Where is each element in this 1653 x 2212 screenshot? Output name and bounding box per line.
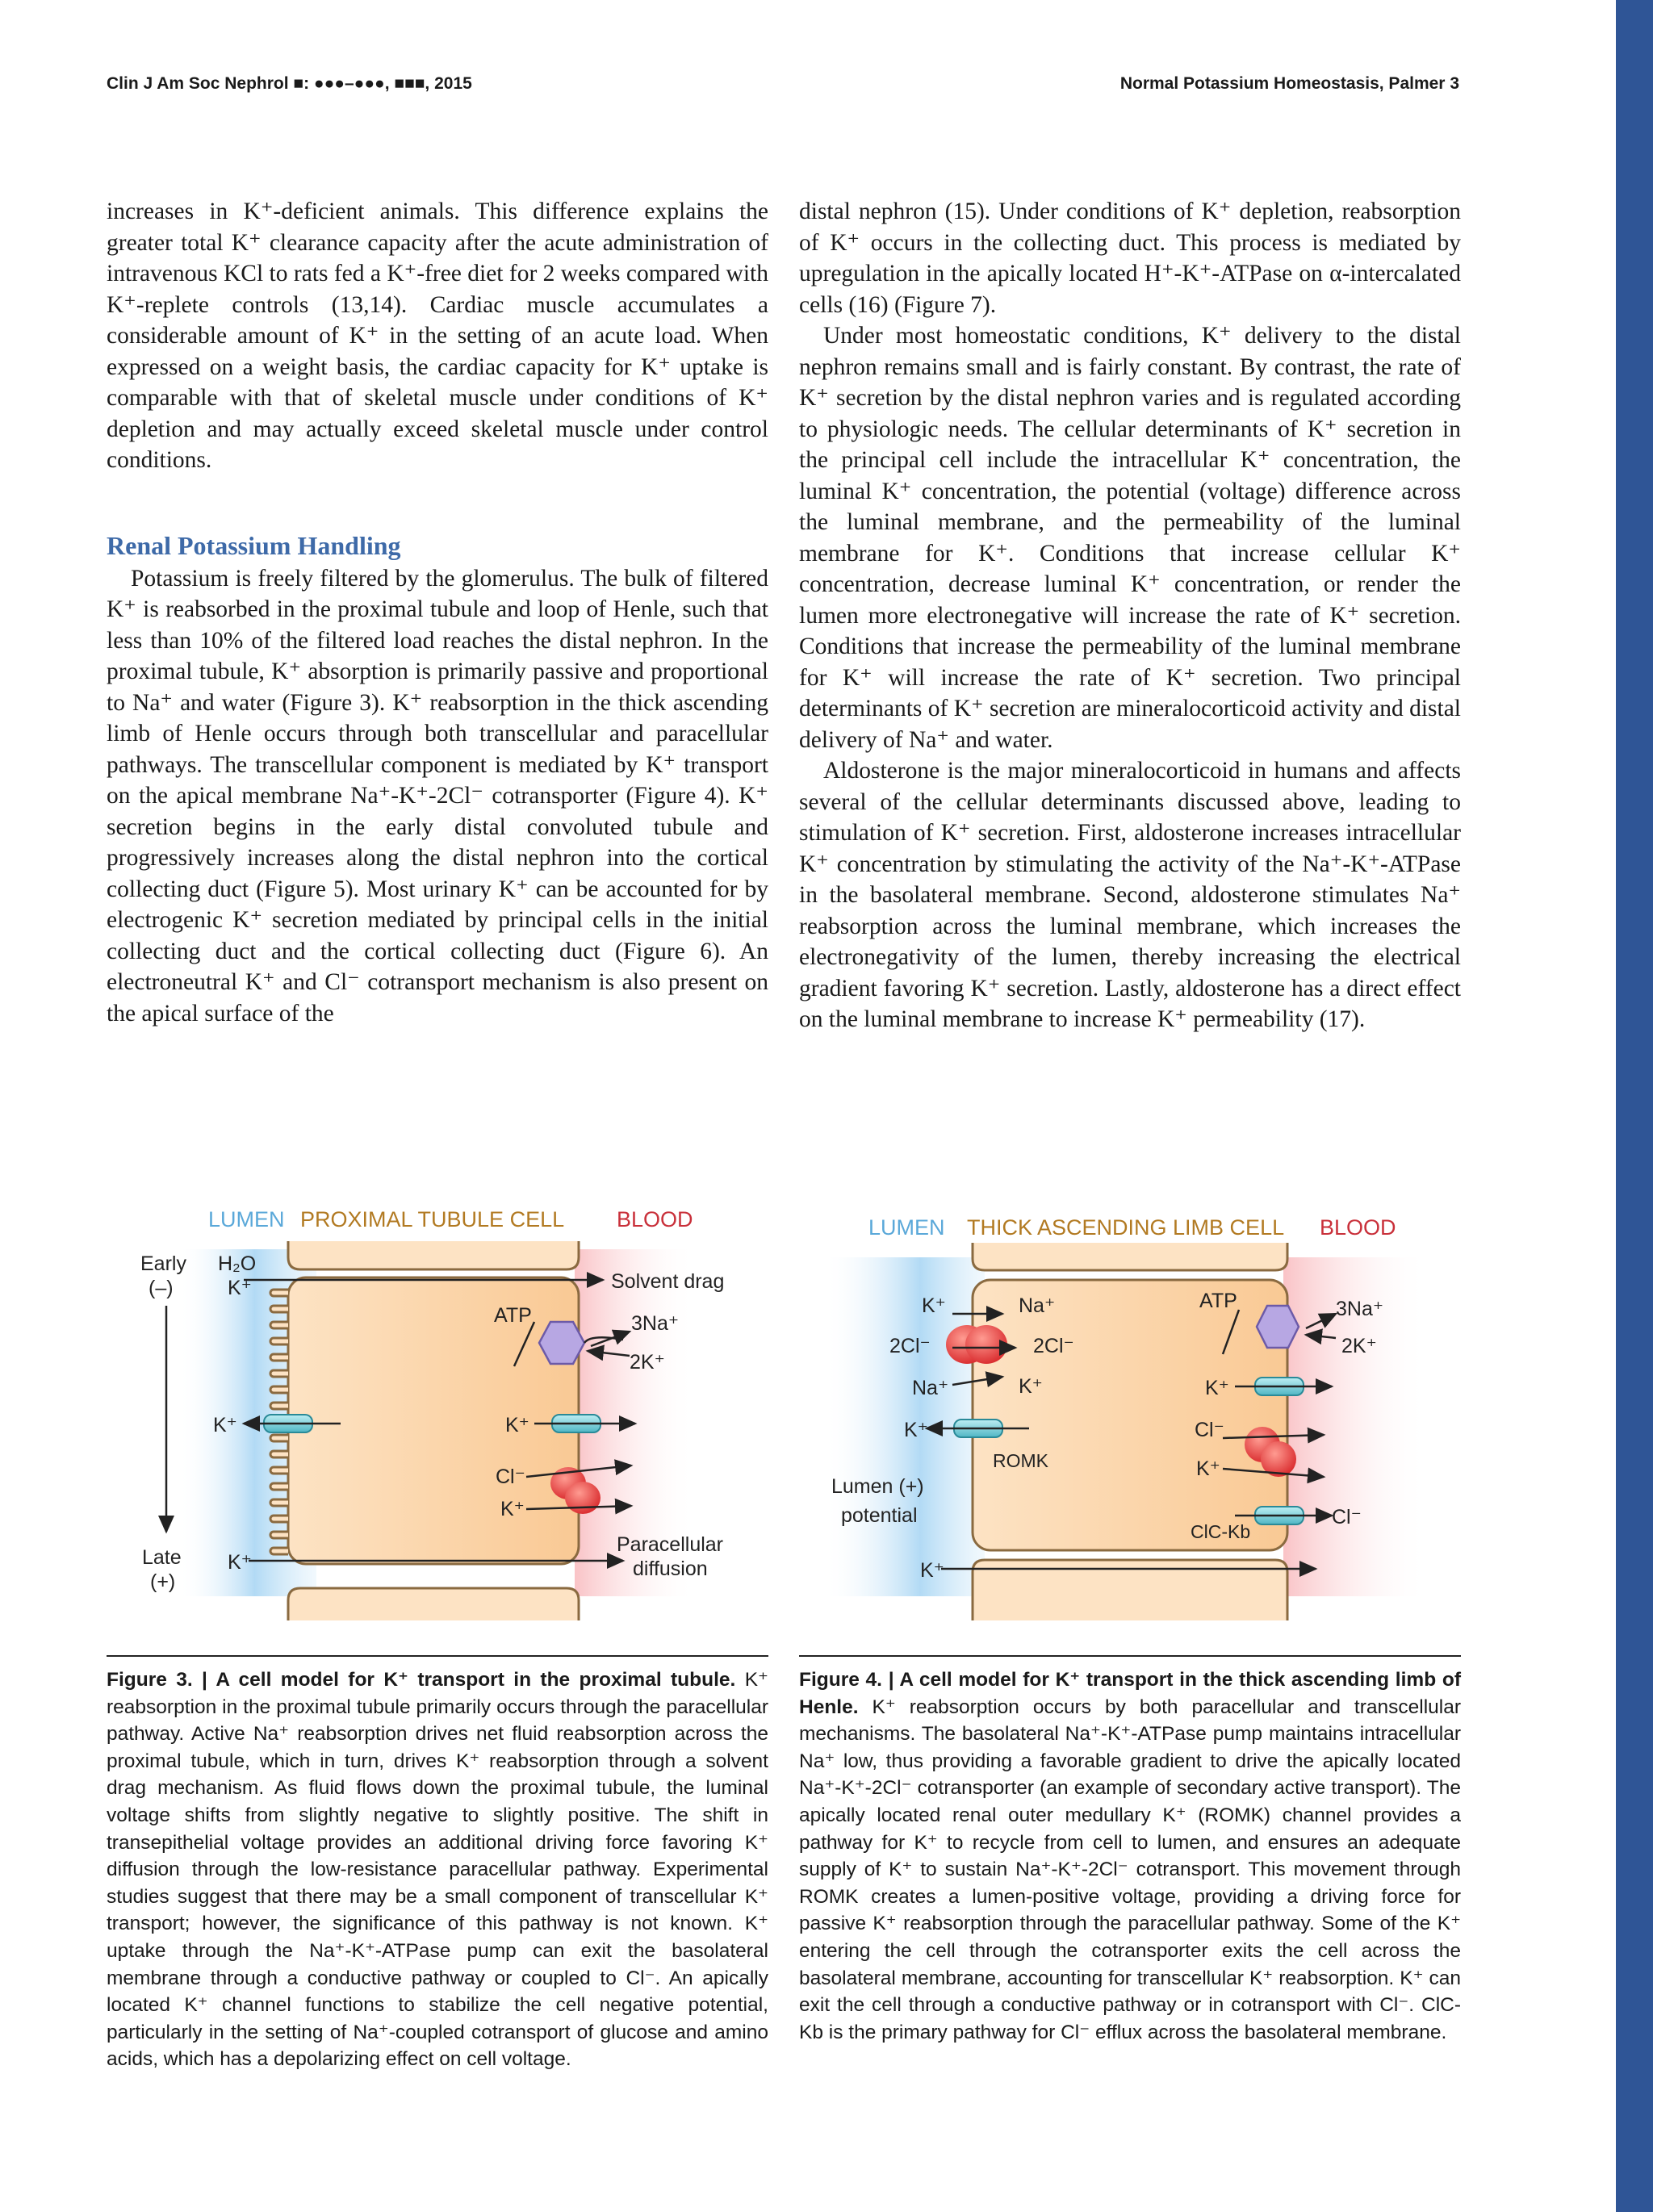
lumen-label: LUMEN: [868, 1215, 945, 1240]
clc-kb-label: ClC-Kb: [1191, 1521, 1251, 1542]
kcl-k-label: K⁺: [1196, 1457, 1220, 1480]
figure-4-svg: [799, 1193, 1461, 1637]
journal-citation: Clin J Am Soc Nephrol ■: ●●●–●●●, ■■■, 2015: [107, 74, 472, 93]
diffusion-label: diffusion: [633, 1558, 708, 1580]
paracellular-label: Paracellular: [617, 1533, 724, 1556]
kcl-cotransporter-bottom: [565, 1482, 601, 1514]
cell-k-label: K⁺: [1019, 1375, 1043, 1398]
thick-ascending-limb-cell: [973, 1280, 1287, 1550]
blood-label: BLOOD: [1320, 1215, 1396, 1240]
early-label: Early: [140, 1252, 186, 1275]
potential-label: potential: [841, 1504, 918, 1527]
caption-label: Figure 3. | A cell model for K⁺ transport in the proximal tubule.: [107, 1669, 736, 1691]
kcl-cl-label: Cl⁻: [1195, 1419, 1224, 1441]
adjacent-cell-top: [973, 1243, 1287, 1270]
cell-cl-label: 2Cl⁻: [1033, 1335, 1074, 1357]
adjacent-cell-top: [288, 1241, 579, 1269]
paracellular-k-label: K⁺: [920, 1559, 944, 1582]
na-k-atpase-pump: [1257, 1306, 1299, 1348]
paracellular-k-label: K⁺: [228, 1551, 252, 1574]
lumen-positive-label: Lumen (+): [831, 1475, 924, 1498]
adjacent-cell-bottom: [288, 1588, 579, 1620]
na-k-atpase-pump: [539, 1322, 584, 1364]
cl-label: Cl⁻: [496, 1466, 525, 1488]
caption-label: Figure 4. | A cell model for K⁺ transport in the thick ascending limb of Henle.: [799, 1669, 1461, 1718]
atp-label: ATP: [1199, 1290, 1237, 1312]
apical-k-label: K⁺: [213, 1414, 237, 1436]
figure-3-svg: [107, 1193, 768, 1637]
paragraph: Potassium is freely filtered by the glomerulus. The bulk of filtered K⁺ is reabsorbed in the proximal tubule and loop of Henle, such that less than 10% of the filtered load reaches the distal nephron. In the proximal tubule, K⁺ absorption is primarily passive and proportional to Na⁺ and water (Figure 3). K⁺ reabsorption in the thick ascending limb of Henle occurs through both transcellular and paracellular pathways. The transcellular component is mediated by K⁺ transport on the apical membrane Na⁺-K⁺-2Cl⁻ cotransporter (Figure 4). K⁺ secretion begins in the early distal convoluted tubule and progressively increases along the distal nephron into the cortical collecting duct (Figure 5). Most urinary K⁺ can be accounted for by electrogenic K⁺ secretion mediated by principal cells in the initial collecting duct and the cortical collecting duct (Figure 6). An electroneutral K⁺ and Cl⁻ cotransport mechanism is also present on the apical surface of the: [107, 565, 768, 1027]
paragraph: Aldosterone is the major mineralocorticoid in humans and affects several of the cellular determinants discussed above, leading to stimulation of K⁺ secretion. First, aldosterone increases intracellular K⁺ concentration by stimulating the activity of the Na⁺-K⁺-ATPase in the basolateral membrane. Second, aldosterone stimulates Na⁺ reabsorption across the luminal membrane, which increases the electronegativity of the lumen, thereby increasing the electrical gradient favoring K⁺ secretion. Lastly, aldosterone has a direct effect on the luminal membrane to increase K⁺ permeability (17).: [799, 758, 1461, 1032]
k-solvent-label: K⁺: [228, 1277, 252, 1299]
kcl-k-label: K⁺: [500, 1498, 525, 1520]
cell-na-label: Na⁺: [1019, 1294, 1056, 1317]
right-column: [799, 196, 1461, 1035]
nkcc-na-in-label: Na⁺: [912, 1377, 949, 1399]
article-title-page-number: Normal Potassium Homeostasis, Palmer 3: [1119, 74, 1459, 93]
figure-3-caption: [107, 1655, 768, 2073]
romk-k-label: K⁺: [904, 1419, 928, 1441]
solvent-drag-label: Solvent drag: [611, 1270, 725, 1293]
cell-label: THICK ASCENDING LIMB CELL: [967, 1215, 1285, 1240]
three-na-label: 3Na⁺: [1336, 1298, 1384, 1320]
figure-4-caption: [799, 1655, 1461, 2046]
three-na-label: 3Na⁺: [631, 1312, 680, 1335]
late-label: Late: [142, 1546, 182, 1569]
lumen-label: LUMEN: [208, 1207, 285, 1231]
basolateral-k-label: K⁺: [1205, 1377, 1229, 1399]
cell-label: PROXIMAL TUBULE CELL: [300, 1207, 565, 1231]
paragraph: distal nephron (15). Under conditions of K⁺ depletion, reabsorption of K⁺ occurs in the collecting duct. This process is mediated by upregulation in the apically located H⁺-K⁺-ATPase on α-intercalated cells (16) (Figure 7).: [799, 199, 1461, 318]
caption-text: K⁺ reabsorption in the proximal tubule primarily occurs through the paracellular pathway. Active Na⁺ reabsorption drives net fluid reabsorption across the proximal tubule, which in turn, drives K⁺ reabsorption through a solvent drag mechanism. As fluid flows down the proximal tubule, the luminal voltage shifts from slightly negative to slightly positive. The shift in transepithelial voltage provides an additional driving force favoring K⁺ diffusion through the low-resistance paracellular pathway. Experimental studies suggest that there may be a small component of transcellular K⁺ transport; however, the significance of this pathway is not known. K⁺ uptake through the Na⁺-K⁺-ATPase pump can exit the basolateral membrane through a conductive pathway or coupled to Cl⁻. An apically located K⁺ channel functions to stabilize the cell negative potential, particularly in the setting of Na⁺-coupled cotransport of glucose and amino acids, which has a depolarizing effect on cell voltage.: [107, 1669, 768, 2071]
cl-efflux-label: Cl⁻: [1332, 1506, 1362, 1528]
late-sign: (+): [150, 1570, 176, 1593]
paragraph: increases in K⁺-deficient animals. This difference explains the greater total K⁺ clearance capacity after the acute administration of intravenous KCl to rats fed a K⁺-free diet for 2 weeks compared with K⁺-replete controls (13,14). Cardiac muscle accumulates a considerable amount of K⁺ in the setting of an acute load. When expressed on a weight basis, the cardiac capacity for K⁺ uptake is comparable with that of skeletal muscle under conditions of K⁺ depletion and may actually exceed skeletal muscle under control conditions.: [107, 199, 768, 473]
two-k-label: 2K⁺: [630, 1351, 665, 1374]
left-column: [107, 196, 768, 1029]
proximal-tubule-cell: [288, 1277, 579, 1564]
blood-label: BLOOD: [617, 1207, 693, 1231]
figure-3-proximal-tubule-diagram: [107, 1193, 768, 1637]
romk-label: ROMK: [993, 1450, 1048, 1471]
atp-label: ATP: [494, 1304, 532, 1327]
nkcc-k-in-label: K⁺: [922, 1294, 946, 1317]
section-heading: Renal Potassium Handling: [107, 530, 401, 560]
paragraph: Under most homeostatic conditions, K⁺ delivery to the distal nephron remains small and is fairly constant. By contrast, the rate of K⁺ secretion by the distal nephron varies and is regulated according to physiologic needs. The cellular determinants of K⁺ secretion in the principal cell include the intracellular K⁺ concentration, the luminal K⁺ concentration, the potential (voltage) difference across the luminal membrane, and the permeability of the luminal membrane for K⁺. Conditions that increase cellular K⁺ concentration, decrease luminal K⁺ concentration, or render the lumen more electronegative will increase the rate of K⁺ secretion. Conditions that increase the permeability of the luminal membrane for K⁺ will increase the rate of K⁺ secretion. Two principal determinants of K⁺ secretion are mineralocorticoid activity and distal delivery of Na⁺ and water.: [799, 323, 1461, 753]
water-label: H₂O: [218, 1252, 257, 1275]
nkcc-cl-in-label: 2Cl⁻: [889, 1335, 931, 1357]
basolateral-k-label: K⁺: [505, 1414, 529, 1436]
running-header: [107, 74, 1459, 107]
nkcc2-cotransporter-right: [965, 1325, 1007, 1364]
page-edge-bar: [1616, 0, 1653, 2212]
two-k-label: 2K⁺: [1341, 1335, 1377, 1357]
early-sign: (–): [149, 1277, 174, 1299]
caption-text: K⁺ reabsorption occurs by both paracellular and transcellular mechanisms. The basolateral Na⁺-K⁺-ATPase pump maintains intracellular Na⁺ low, thus providing a favorable gradient to drive the apically located Na⁺-K⁺-2Cl⁻ cotransporter (an example of secondary active transport). The apically located renal outer medullary K⁺ (ROMK) channel provides a pathway for K⁺ to recycle from cell to lumen, and ensures an adequate supply of K⁺ to sustain Na⁺-K⁺-2Cl⁻ cotransport. This movement through ROMK creates a lumen-positive voltage, providing a driving force for passive K⁺ reabsorption through the paracellular pathway. Some of the K⁺ entering the cell through the cotransporter exits the cell across the basolateral membrane, accounting for transcellular K⁺ reabsorption. K⁺ can exit the cell through a conductive pathway or in cotransport with Cl⁻. ClC-Kb is the primary pathway for Cl⁻ efflux across the basolateral membrane.: [799, 1696, 1461, 2043]
figure-4-thick-ascending-limb-diagram: [799, 1193, 1461, 1637]
